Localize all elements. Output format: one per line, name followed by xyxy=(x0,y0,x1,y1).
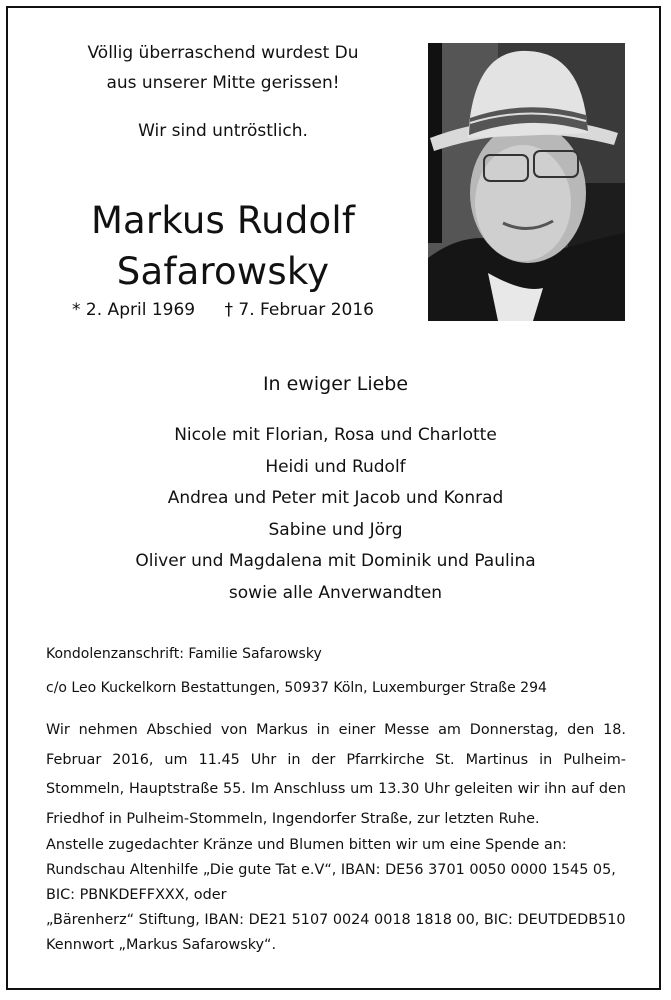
intro-line: aus unserer Mitte gerissen! xyxy=(106,73,340,93)
condolence-address xyxy=(46,637,547,705)
donation-line: Anstelle zugedachter Kränze und Blumen bitten wir um eine Spende an: xyxy=(46,837,567,853)
portrait-photo-graphic xyxy=(428,43,625,321)
family-member: Andrea und Peter mit Jacob und Konrad xyxy=(167,488,504,508)
birth-date: * 2. April 1969 xyxy=(72,300,196,320)
life-dates xyxy=(48,300,398,320)
farewell-text: Wir nehmen Abschied von Markus in einer Messe am Donnerstag, den 18. Februar 2016, um 11.45 Uhr in der Pfarrkirche St. Martinus in Pulheim-Stommeln, Hauptstraße 55. Im Anschluss um 13.30 Uhr geleiten wir ihn auf den Friedhof in Pulheim-Stommeln, Ingendorfer Straße, zur letzten Ruhe. xyxy=(46,722,626,827)
deceased-name xyxy=(48,195,398,297)
donation-info xyxy=(46,833,626,958)
family-list xyxy=(0,420,671,609)
family-member: Heidi und Rudolf xyxy=(265,456,406,477)
love-heading: In ewiger Liebe xyxy=(262,373,409,395)
donation-line: Rundschau Altenhilfe „Die gute Tat e.V“, IBAN: DE56 3701 0050 0000 1545 05, xyxy=(46,862,616,878)
name-line: Markus Rudolf xyxy=(90,199,356,242)
intro-line: Wir sind untröstlich. xyxy=(138,121,308,141)
donation-line: „Bärenherz“ Stiftung, IBAN: DE21 5107 0024 0018 1818 00, BIC: DEUTDEDB510 xyxy=(46,912,626,928)
condolence-line: c/o Leo Kuckelkorn Bestattungen, 50937 Köln, Luxemburger Straße 294 xyxy=(46,680,547,696)
death-date: † 7. Februar 2016 xyxy=(224,300,374,320)
donation-line: Kennwort „Markus Safarowsky“. xyxy=(46,937,277,953)
condolence-line: Kondolenzanschrift: Familie Safarowsky xyxy=(46,646,322,662)
family-member: Nicole mit Florian, Rosa und Charlotte xyxy=(174,425,497,445)
family-member: Oliver und Magdalena mit Dominik und Paulina xyxy=(135,551,536,571)
donation-line: BIC: PBNKDEFFXXX, oder xyxy=(46,887,227,903)
intro-line: Völlig überraschend wurdest Du xyxy=(87,43,359,63)
intro-text xyxy=(48,38,398,146)
name-line: Safarowsky xyxy=(116,250,330,293)
portrait-photo xyxy=(428,43,625,321)
family-member: Sabine und Jörg xyxy=(268,519,403,540)
family-member: sowie alle Anverwandten xyxy=(228,582,443,603)
